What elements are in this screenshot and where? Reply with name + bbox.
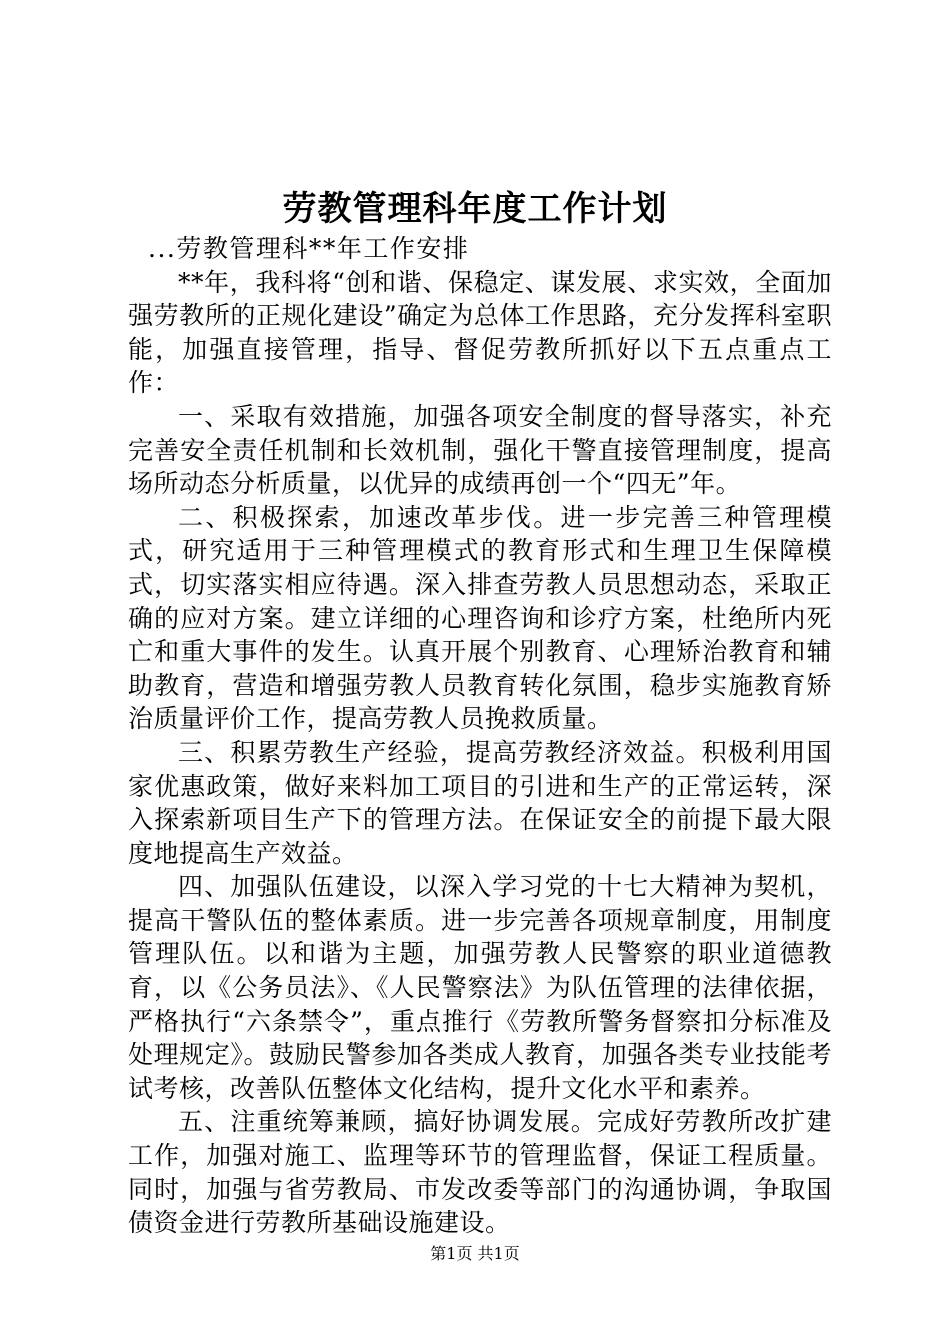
paragraph-item-3: 三、积累劳教生产经验，提高劳教经济效益。积极利用国家优惠政策，做好来料加工项目的引进和生产的正常运转，深入探索新项目生产下的管理方法。在保证安全的前提下最大限度地提高生产效益。 bbox=[128, 737, 832, 868]
document-title: 劳教管理科年度工作计划 bbox=[282, 189, 668, 229]
paragraph-item-4: 四、加强队伍建设，以深入学习党的十七大精神为契机，提高干警队伍的整体素质。进一步完善各项规章制度，用制度管理队伍。以和谐为主题，加强劳教人民警察的职业道德教育，以《公务员法》、《人民警察法》为队伍管理的法律依据，严格执行“六条禁令”，重点推行《劳教所警务督察扣分标准及处理规定》。鼓励民警参加各类成人教育，加强各类专业技能考试考核，改善队伍整体文化结构，提升文化水平和素养。 bbox=[128, 872, 832, 1103]
document-body bbox=[128, 232, 832, 1240]
document-subtitle: ...劳教管理科**年工作安排 bbox=[148, 234, 470, 263]
paragraph-item-1: 一、采取有效措施，加强各项安全制度的督导落实，补充完善安全责任机制和长效机制，强化干警直接管理制度，提高场所动态分析质量，以优异的成绩再创一个“四无”年。 bbox=[128, 401, 832, 499]
page-number-footer: 第1页 共1页 bbox=[430, 1244, 520, 1263]
paragraph-item-2: 二、积极探索，加速改革步伐。进一步完善三种管理模式，研究适用于三种管理模式的教育形式和生理卫生保障模式，切实落实相应待遇。深入排查劳教人员思想动态，采取正确的应对方案。建立详细的心理咨询和诊疗方案，杜绝所内死亡和重大事件的发生。认真开展个别教育、心理矫治教育和辅助教育，营造和增强劳教人员教育转化氛围，稳步实施教育矫治质量评价工作，提高劳教人员挽救质量。 bbox=[128, 502, 832, 734]
paragraph-intro: **年，我科将“创和谐、保稳定、谋发展、求实效，全面加强劳教所的正规化建设”确定为总体工作思路，充分发挥科室职能，加强直接管理，指导、督促劳教所抓好以下五点重点工作： bbox=[128, 267, 832, 398]
paragraph-item-5: 五、注重统筹兼顾，搞好协调发展。完成好劳教所改扩建工作，加强对施工、监理等环节的管理监督，保证工程质量。同时，加强与省劳教局、市发改委等部门的沟通协调，争取国债资金进行劳教所基础设施建设。 bbox=[128, 1107, 832, 1238]
